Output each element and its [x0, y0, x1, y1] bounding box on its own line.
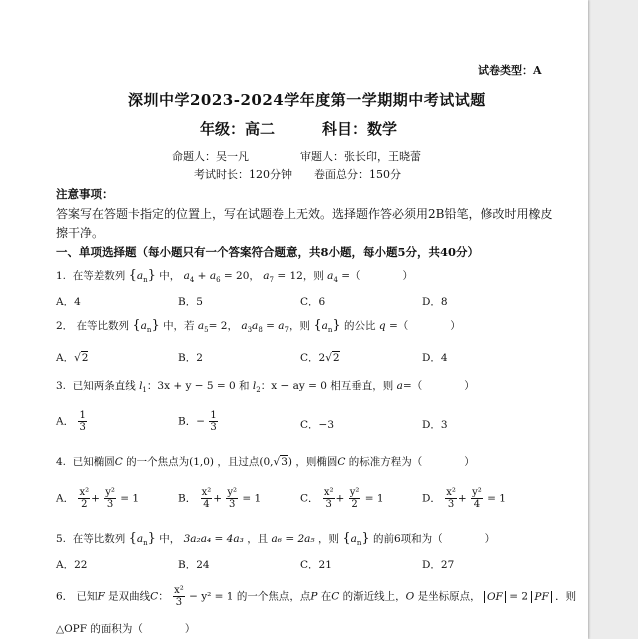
q1-option-b: B．5 [178, 296, 203, 308]
q1-option-d: D．8 [422, 296, 448, 308]
q3-option-c: C．−3 [300, 419, 335, 431]
q3-option-d: D．3 [422, 419, 448, 431]
question-3: 3. 已知两条直线 $l_1$：3x + y − 5 = 0 和 $l_2$：x − ay = 0 相互垂直，则 a=（ ） [56, 380, 475, 395]
q2-option-c: C．2√2 [300, 352, 340, 364]
q5-option-b: B．24 [178, 559, 210, 571]
notice-line-2: 擦干净。 [56, 226, 105, 240]
exam-title: 深圳中学2023-2024学年度第一学期期中考试试题 [128, 91, 486, 109]
q2-option-b: B．2 [178, 352, 203, 364]
q2-option-a: A．√2 [56, 352, 89, 364]
q3-option-b: B．− $\frac{1}{3}$ [178, 410, 217, 433]
section-1-heading: 一、单项选择题（每小题只有一个答案符合题意，共8小题，每小题5分，共40分） [56, 245, 480, 259]
q4-option-b: B． $\frac{\text{x²}}{4}$ + $\frac{\text{y²}}{3}$ = 1 [178, 487, 262, 510]
total-score-label: 卷面总分：150分 [314, 168, 401, 181]
q1-option-c: C．6 [300, 296, 326, 308]
notice-line-1: 答案写在答题卡指定的位置上，写在试题卷上无效。选择题作答必须用2B铅笔，修改时用橡皮 [56, 207, 553, 221]
question-2: 2． 在等比数列 $\{a_n\}$ 中，若 $a_5= 2$， $a_3a_8 = a_7$，则 $\{a_n\}$ 的公比 q =（ ） [56, 318, 461, 335]
q3-option-a: A． $\frac{1}{3}$ [56, 410, 86, 433]
question-6-line-2: △OPF 的面积为（ ） [56, 623, 196, 635]
q4-option-a: A． $\frac{\text{x²}}{2}$ + $\frac{\text{y²}}{3}$ = 1 [56, 487, 140, 510]
paper-type: 试卷类型：A [478, 64, 542, 77]
grade-label: 年级：高二 [200, 120, 276, 138]
duration-label: 考试时长：120分钟 [194, 168, 292, 181]
q2-option-d: D．4 [422, 352, 448, 364]
question-6: 6． 已知F 是双曲线C： $\frac{\text{x²}}{3}$ − y² = 1 的一个焦点，点P 在C 的渐近线上，O 是坐标原点， OF = 2 PF ．则 [56, 585, 577, 608]
setter-label: 命题人：吴一凡 [172, 150, 249, 163]
reviewer-label: 审题人：张长印，王晓蕾 [300, 150, 421, 163]
question-1: 1. 在等差数列 $\{a_n\}$ 中， $a_4 + a_6 = 20$， $a_7 = 12$，则 $a_4$ =（ ） [56, 268, 414, 285]
q1-option-a: A．4 [56, 296, 81, 308]
q5-option-d: D．27 [422, 559, 455, 571]
question-4: 4. 已知椭圆C 的一个焦点为(1,0) ，且过点(0,√3) ，则椭圆C 的标准方程为（ ） [56, 456, 475, 468]
q5-option-c: C．21 [300, 559, 332, 571]
q4-option-c: C． $\frac{\text{x²}}{3}$ + $\frac{\text{y²}}{2}$ = 1 [300, 487, 384, 510]
q4-option-d: D． $\frac{\text{x²}}{3}$ + $\frac{\text{y²}}{4}$ = 1 [422, 487, 506, 510]
q5-option-a: A．22 [56, 559, 88, 571]
question-5: 5. 在等比数列 $\{a_n\}$ 中， 3a₂a₄ = 4a₃ ，且 a₆ = 2a₅ ，则 $\{a_n\}$ 的前6项和为（ ） [56, 531, 496, 548]
subject-label: 科目：数学 [322, 120, 398, 138]
notice-heading: 注意事项： [56, 187, 114, 201]
